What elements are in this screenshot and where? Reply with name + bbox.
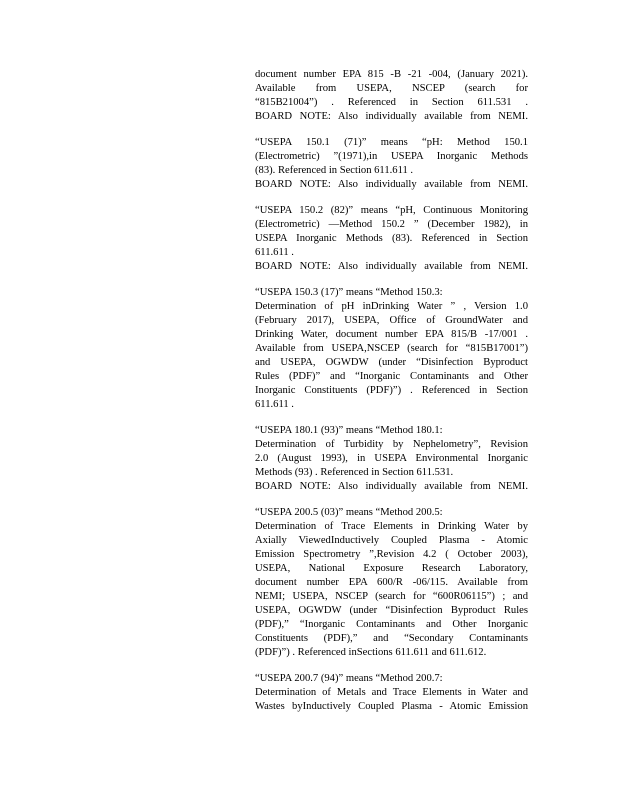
text-line: Determination of Trace Elements in Drinking Water by (255, 521, 528, 532)
text-line: Rules (PDF)” and “Inorganic Contaminants and Other (255, 371, 528, 382)
text-line: “USEPA 150.3 (17)” means “Method 150.3: (255, 287, 443, 298)
text-line: Determination of Metals and Trace Elements in Water and (255, 687, 528, 698)
paragraph-usepa-200-7 (255, 672, 528, 714)
paragraph-usepa-150-1 (255, 136, 528, 192)
text-line: 611.611 . (255, 399, 294, 410)
text-line: Available from USEPA,NSCEP (search for “815B17001”) (255, 343, 528, 354)
board-note-line: BOARD NOTE: Also individually available from NEMI. (255, 111, 528, 122)
text-line: Wastes byInductively Coupled Plasma - Atomic Emission (255, 701, 528, 712)
text-line: USEPA, OGWDW (under “Disinfection Byproduct Rules (255, 605, 528, 616)
text-line: Inorganic Constituents (PDF)”) . Referenced in Section (255, 385, 528, 396)
text-line: 611.611 . (255, 247, 294, 258)
paragraph-usepa-150-3 (255, 286, 528, 412)
text-line: (February 2017), USEPA, Office of GroundWater and (255, 315, 528, 326)
board-note-line: BOARD NOTE: Also individually available from NEMI. (255, 179, 528, 190)
text-column (255, 68, 528, 726)
text-line: Available from USEPA, NSCEP (search for (255, 83, 528, 94)
text-line: and USEPA, OGWDW (under “Disinfection Byproduct (255, 357, 528, 368)
text-line: USEPA Inorganic Methods (83). Referenced in Section (255, 233, 528, 244)
paragraph-epa-815-b-21-004 (255, 68, 528, 124)
text-line: Drinking Water, document number EPA 815/B -17/001 . (255, 329, 528, 340)
text-line: Axially ViewedInductively Coupled Plasma - Atomic (255, 535, 528, 546)
text-line: document number EPA 600/R -06/115. Available from (255, 577, 528, 588)
paragraph-usepa-200-5 (255, 506, 528, 660)
text-line: (PDF),” “Inorganic Contaminants and Other Inorganic (255, 619, 528, 630)
text-line: “815B21004”) . Referenced in Section 611.531 . (255, 97, 528, 108)
text-line: 2.0 (August 1993), in USEPA Environmental Inorganic (255, 453, 528, 464)
text-line: Emission Spectrometry ”,Revision 4.2 ( October 2003), (255, 549, 528, 560)
text-line: “USEPA 200.7 (94)” means “Method 200.7: (255, 673, 443, 684)
text-line: (Electrometric) —Method 150.2 ” (December 1982), in (255, 219, 528, 230)
board-note-line: BOARD NOTE: Also individually available from NEMI. (255, 261, 528, 272)
text-line: Determination of Turbidity by Nephelometry”, Revision (255, 439, 528, 450)
text-line: NEMI; USEPA, NSCEP (search for “600R06115”) ; and (255, 591, 528, 602)
paragraph-usepa-180-1 (255, 424, 528, 494)
text-line: (83). Referenced in Section 611.611 . (255, 165, 414, 176)
text-line: “USEPA 200.5 (03)” means “Method 200.5: (255, 507, 443, 518)
text-line: Methods (93) . Referenced in Section 611.531. (255, 467, 454, 478)
text-line: “USEPA 180.1 (93)” means “Method 180.1: (255, 425, 443, 436)
text-line: (PDF)”) . Referenced inSections 611.611 and 611.612. (255, 647, 487, 658)
text-line: (Electrometric) ”(1971),in USEPA Inorganic Methods (255, 151, 528, 162)
text-line: USEPA, National Exposure Research Laboratory, (255, 563, 528, 574)
text-line: Constituents (PDF),” and “Secondary Contaminants (255, 633, 528, 644)
text-line: “USEPA 150.1 (71)” means “pH: Method 150.1 (255, 137, 528, 148)
text-line: document number EPA 815 -B -21 -004, (January 2021). (255, 69, 528, 80)
paragraph-usepa-150-2 (255, 204, 528, 274)
text-line: “USEPA 150.2 (82)” means “pH, Continuous Monitoring (255, 205, 528, 216)
board-note-line: BOARD NOTE: Also individually available from NEMI. (255, 481, 528, 492)
text-line: Determination of pH inDrinking Water ” , Version 1.0 (255, 301, 528, 312)
